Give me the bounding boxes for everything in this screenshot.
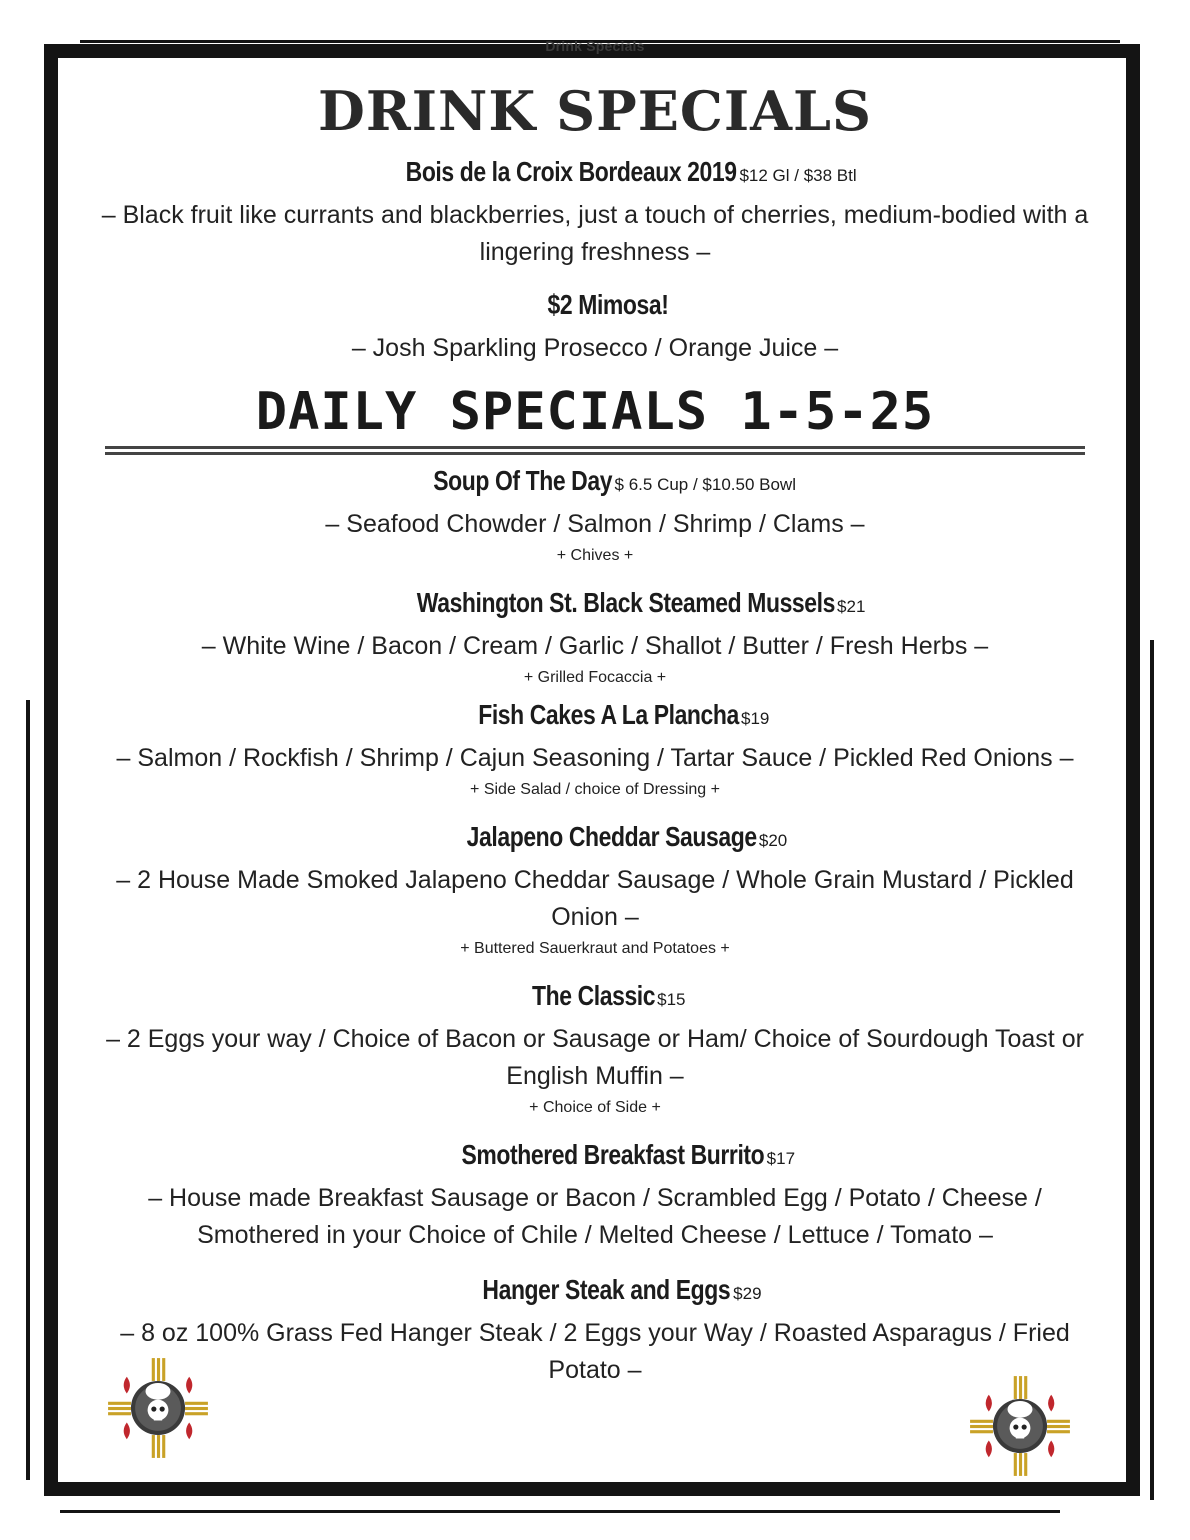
- daily-item-price: $20: [758, 831, 788, 850]
- drink-item-price: $12 Gl / $38 Btl: [739, 166, 857, 185]
- daily-item-name: Smothered Breakfast Burrito: [461, 1139, 765, 1170]
- drink-item-header: [90, 152, 1100, 197]
- drink-item: [90, 285, 1100, 367]
- drink-specials-title: DRINK SPECIALS: [318, 79, 872, 143]
- daily-item: [90, 817, 1100, 962]
- daily-item-price: $15: [657, 990, 686, 1009]
- daily-item-description: – Salmon / Rockfish / Shrimp / Cajun Seasoning / Tartar Sauce / Pickled Red Onions –: [116, 744, 1074, 772]
- drink-item: [90, 152, 1100, 271]
- daily-specials-title: DAILY SPECIALS 1-5-25: [255, 382, 935, 442]
- drink-item-name: Bois de la Croix Bordeaux 2019: [406, 156, 737, 187]
- daily-item-name: Jalapeno Cheddar Sausage: [466, 821, 757, 852]
- frame-scuff: [60, 1510, 1060, 1513]
- daily-item-description: – 2 House Made Smoked Jalapeno Cheddar Sausage / Whole Grain Mustard / Pickled Onion –: [116, 866, 1074, 931]
- daily-item-price: $19: [740, 709, 770, 728]
- daily-item-name: Soup Of The Day: [433, 465, 613, 496]
- daily-item-header: [90, 1270, 1100, 1315]
- daily-item-price: $17: [766, 1149, 796, 1168]
- daily-item-header: [90, 461, 1100, 506]
- daily-item-header: [90, 1135, 1100, 1180]
- drink-item-description: – Josh Sparkling Prosecco / Orange Juice –: [351, 334, 839, 362]
- daily-item-price: $29: [733, 1284, 762, 1303]
- daily-item-side: + Side Salad / choice of Dressing +: [470, 781, 720, 798]
- daily-item-price: $21: [837, 597, 866, 616]
- daily-item-description: – 2 Eggs your way / Choice of Bacon or Sausage or Ham/ Choice of Sourdough Toast or English Muffin –: [106, 1025, 1084, 1090]
- drink-item-header: [90, 285, 1100, 330]
- drink-item-name: $2 Mimosa!: [547, 289, 669, 320]
- daily-item-side: + Grilled Focaccia +: [523, 669, 667, 686]
- daily-item: [90, 695, 1100, 803]
- daily-item-header: [90, 817, 1100, 862]
- daily-item-description: – 8 oz 100% Grass Fed Hanger Steak / 2 Eggs your Way / Roasted Asparagus / Fried Potato –: [120, 1319, 1070, 1384]
- daily-item-header: [90, 695, 1100, 740]
- drink-item-description: – Black fruit like currants and blackberries, just a touch of cherries, medium-bodied with a lingering freshness –: [101, 201, 1089, 266]
- daily-item: [90, 583, 1100, 691]
- daily-item-price: $ 6.5 Cup / $10.50 Bowl: [614, 475, 796, 494]
- daily-item-name: Washington St. Black Steamed Mussels: [416, 587, 835, 618]
- skull-chef-zia-logo-icon: [106, 1356, 210, 1460]
- daily-item-side: + Choice of Side +: [529, 1099, 661, 1116]
- daily-item-header: [90, 976, 1100, 1021]
- daily-item-description: – White Wine / Bacon / Cream / Garlic / Shallot / Butter / Fresh Herbs –: [201, 632, 989, 660]
- double-divider: [105, 446, 1085, 455]
- daily-item-name: The Classic: [531, 980, 655, 1011]
- daily-section: [0, 446, 1190, 1389]
- daily-item: [90, 976, 1100, 1121]
- daily-item: [90, 1135, 1100, 1254]
- daily-item-side: + Buttered Sauerkraut and Potatoes +: [460, 940, 730, 957]
- menu-content: [90, 76, 1100, 457]
- daily-item-description: – House made Breakfast Sausage or Bacon / Scrambled Egg / Potato / Cheese / Smothered in your Choice of Chile / Melted Cheese / Lettuce / Tomato –: [148, 1184, 1042, 1249]
- daily-item-header: [90, 583, 1100, 628]
- daily-item-name: Hanger Steak and Eggs: [482, 1274, 731, 1305]
- daily-item-name: Fish Cakes A La Plancha: [477, 699, 739, 730]
- skull-chef-zia-logo-icon: [968, 1374, 1072, 1478]
- tab-label: Drink Specials: [545, 38, 645, 54]
- daily-item-description: – Seafood Chowder / Salmon / Shrimp / Clams –: [325, 510, 865, 538]
- daily-items: [90, 461, 1100, 1389]
- daily-item: [90, 1270, 1100, 1389]
- daily-item-side: + Chives +: [556, 547, 634, 564]
- daily-item: [90, 461, 1100, 569]
